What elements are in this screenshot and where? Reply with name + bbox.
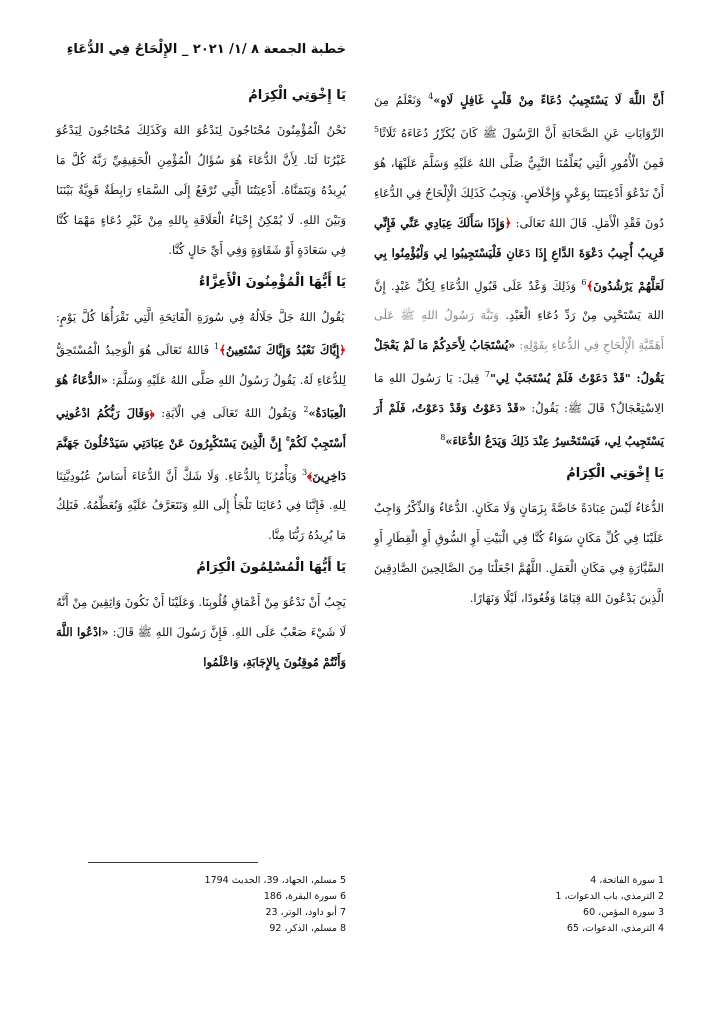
hadith-quote: أَنَّ اللَّهَ لَا يَسْتَجِيبُ دُعَاءً مِنْ قَلْبٍ غَافِلٍ لَاهٍ» bbox=[433, 92, 665, 107]
paragraph: نَحْنُ الْمُؤْمِنُونَ مُحْتَاجُونَ لِنَدْعُوَ اللهَ وَكَذَلِكَ مُحْتَاجُونَ لِيَدْعُوَ غَيْرُنَا لَنَا. لِأَنَّ الدُّعَاءَ هُوَ سُؤَالُ الْمُؤْمِنِ الْحَقِيقِيِّ رَبَّهُ كُلَّ مَا يُرِيدُهُ وَيَتَمَنَّاهُ. أَدْعِيَتُنَا الَّتِي تُرْفَعُ إِلَى السَّمَاءِ رَابِطَةٌ قَوِيَّةٌ بَيْنَنَا وَبَيْنَ اللهِ. لَا يُمْكِنُ إِحْيَاءُ الْعَلَاقَةِ بِاللهِ مِنْ غَيْرِ دُعَاءٍ مَهْمَا كُنَّا فِي سَعَادَةٍ أَوْ شَقَاوَةٍ وَفِي أَيِّ حَالٍ كُنَّا. bbox=[56, 123, 346, 257]
text-span: وَنَعْلَمُ مِنَ الرِّوَايَاتِ عَنِ الصَّحَابَةِ أَنَّ الرَّسُولَ ﷺ كَانَ يُكَرِّرُ دُعَاءَهُ ثَلَاثًا bbox=[374, 92, 664, 140]
section-heading: يَا إِخْوَتِي الْكِرَامُ bbox=[566, 466, 664, 482]
quran-verse: إِيَّاكَ نَعْبُدُ وَإِيَّاكَ نَسْتَعِينُ bbox=[225, 342, 340, 357]
paragraph bbox=[56, 587, 346, 677]
footnote: 6 سورة البقرة، 186 bbox=[263, 891, 346, 902]
text-span: وَيَأْمُرُنَا بِالدُّعَاءِ. وَلَا شَكَّ أَنَّ الدُّعَاءَ أَسَاسُ عُبُودِيَّتِنَا لِلهِ. فَإِنَّنَا فِي دُعَائِنَا نَلْجَأُ إِلَى اللهِ وَنَتَعَرَّفُ عَلَيْهِ وَنُعَظِّمُهُ. فَنَلِكُ مَا يُرِيدُهُ رَبُّنَا مِنَّا. bbox=[56, 468, 346, 543]
section-heading: يَا إِخْوَتِي الْكِرَامُ bbox=[248, 88, 346, 103]
footnote-ref: 2 bbox=[303, 404, 309, 414]
footnote-ref: 5 bbox=[374, 124, 380, 134]
hadith-quote: «الدُّعَاءُ هُوَ الْعِبَادَةُ» bbox=[56, 372, 346, 420]
quran-bracket-close: ﴾ bbox=[586, 278, 594, 293]
text-span: فَمِنَ الْأُمُورِ الَّتِي يُعَلِّمُنَا النَّبِيُّ صَلَّى اللهُ عَلَيْهِ وَسَلَّمَ عَلَيْهَا، هُوَ أَنْ نَدْعُوَ أَدْعِيَتَنَا بِوَعْيٍ وَإِخْلَاصٍ. وَيَجِبُ كَذَلِكَ الْإِلْحَاحُ فِي الدُّعَاءِ دُونَ فَقْدِ الْأَمَلِ. قَالَ اللهُ تَعَالَى: bbox=[374, 155, 664, 230]
footnote: 2 الترمذي، باب الدعوات، 1 bbox=[555, 891, 664, 902]
hadith-quote: «ادْعُوا اللَّهَ وَأَنْتُمْ مُوقِنُونَ بِالإِجَابَةِ، وَاعْلَمُوا bbox=[56, 625, 346, 670]
paragraph bbox=[56, 302, 346, 550]
quran-bracket-close: ﴾ bbox=[219, 342, 226, 357]
section-heading: يَا أَيُّهَا الْمُؤْمِنُونَ الْأَعِزَّاءُ bbox=[198, 275, 346, 290]
footnote: 4 الترمذي، الدعوات، 65 bbox=[566, 923, 664, 934]
footnote: 3 سورة المؤمن، 60 bbox=[583, 907, 664, 918]
footnote-ref: 8 bbox=[440, 433, 446, 443]
text-span: يَقُولُ اللهُ جَلَّ جَلَالُهُ فِي سُورَةِ الْفَاتِحَةِ الَّتِي نَقْرَأُهَا كُلَّ يَوْمٍ: bbox=[56, 310, 345, 324]
text-span: يَجِبُ أَنْ نَدْعُوَ مِنْ أَعْمَاقِ قُلُوبِنَا. وَعَلَيْنَا أَنْ نَكُونَ وَاثِقِينَ مِنْ أَنَّهُ لَا شَيْءَ صَعْبٌ عَلَى اللهِ. فَإِنَّ رَسُولَ اللهِ ﷺ قَالَ: bbox=[56, 595, 346, 640]
text-span: وَيَقُولُ اللهُ تَعَالَى فِي الْآيَةِ: bbox=[154, 405, 297, 420]
footnote-ref: 3 bbox=[302, 467, 308, 477]
footnote-divider bbox=[88, 862, 258, 863]
footnote-ref: 1 bbox=[214, 342, 220, 351]
paragraph bbox=[374, 82, 664, 456]
faded-text: وَنَبَّهَ رَسُولُ اللهِ ﷺ عَلَى أَهَمِّيَّةِ الْإِلْحَاحِ فِي الدُّعَاءِ بِقَوْلِهِ: bbox=[374, 308, 665, 353]
text-span: فَاللهُ تَعَالَى هُوَ الْوَحِيدُ الْمُسْتَحِقُّ لِلدُّعَاءِ لَهُ. يَقُولُ رَسُولُ اللهِ صَلَّى اللهُ عَلَيْهِ وَسَلَّمَ: bbox=[56, 342, 346, 387]
footnote: 5 مسلم، الجهاد، 39، الحديث 1794 bbox=[204, 875, 346, 886]
quran-bracket-open: ﴿ bbox=[339, 342, 347, 357]
footnote: 7 أبو داود، الوتر، 23 bbox=[265, 907, 346, 918]
hadith-quote: «قَدْ دَعَوْتُ وَقَدْ دَعَوْتُ، فَلَمْ أَرَ يَسْتَجِيبُ لِي، فَيَسْتَحْسِرُ عِنْدَ ذَلِكَ وَيَدَعُ الدُّعَاءَ» bbox=[374, 401, 664, 449]
hadith-quote: «يُسْتَجَابُ لِأَحَدِكُمْ مَا لَمْ يَعْجَلْ يَقُولُ: "قَدْ دَعَوْتُ فَلَمْ يُسْتَجَبْ لِي" bbox=[374, 338, 664, 386]
quran-bracket-close: ﴾ bbox=[307, 468, 313, 483]
quran-bracket-open: ﴿ bbox=[149, 405, 155, 420]
footnotes-left bbox=[56, 873, 346, 937]
footnote: 1 سورة الفاتحة، 4 bbox=[590, 875, 664, 886]
section-heading: يَا أَيُّهَا الْمُسْلِمُونَ الْكِرَامُ bbox=[196, 560, 346, 576]
page-title: خطبة الجمعة ٨ /١/ ٢٠٢١ _ الإِلْحَاحُ فِي الدُّعَاءِ bbox=[66, 42, 346, 57]
text-span: قِيلَ: يَا رَسُولَ اللهِ مَا الِاسْتِعْجَالُ؟ قَالَ ﷺ: يَقُولُ: bbox=[374, 371, 664, 416]
footnote: 8 مسلم، الذكر، 92 bbox=[269, 923, 346, 934]
paragraph: الدُّعَاءُ لَيْسَ عِبَادَةً خَاصَّةً بِزَمَانٍ وَلَا مَكَانٍ. الدُّعَاءُ وَالذِّكْرُ وَاجِبٌ عَلَيْنَا فِي كُلِّ مَكَانٍ سَوَاءٌ كُنَّا فِي الْبَيْتِ أَوِ السُّوقِ أَوِ الْقِطَارِ أَوِ السَّيَّارَةِ فِي مَكَانِ الْعَمَلِ. اللَّهُمَّ اجْعَلْنَا مِنَ الصَّالِحِينَ الصَّادِقِينَ الَّذِينَ يَدْعُونَ اللهَ قِيَامًا وَقُعُودًا، لَيْلًا وَنَهَارًا. bbox=[374, 501, 664, 606]
text-span: وَذَلِكَ وَعْدٌ عَلَى قَبُولِ الدُّعَاءِ لِكُلِّ عَبْدٍ. إِنَّ اللهَ يَسْتَحْيِي مِنْ رَدِّ دُعَاءِ الْعَبْدِ. bbox=[374, 278, 665, 323]
quran-verse: وَقَالَ رَبُّكُمُ ادْعُونِي أَسْتَجِبْ لَكُمْ ۚ إِنَّ الَّذِينَ يَسْتَكْبِرُونَ عَنْ عِبَادَتِي سَيَدْخُلُونَ جَهَنَّمَ دَاخِرِينَ bbox=[56, 405, 347, 483]
left-column bbox=[374, 82, 664, 623]
footnote-ref: 7 bbox=[484, 370, 490, 380]
quran-bracket-open: ﴿ bbox=[504, 215, 512, 230]
quran-verse: وَإِذَا سَأَلَكَ عِبَادِي عَنِّي فَإِنِّي قَرِيبٌ أُجِيبُ دَعْوَةَ الدَّاعِ إِذَا دَعَانِ فَلْيَسْتَجِيبُوا لِي وَلْيُؤْمِنُوا بِي لَعَلَّهُمْ يَرْشُدُونَ bbox=[374, 215, 664, 293]
footnote-ref: 6 bbox=[581, 277, 587, 287]
footnotes-right bbox=[374, 873, 664, 937]
footnote-ref: 4 bbox=[428, 92, 434, 101]
right-column bbox=[56, 82, 346, 687]
